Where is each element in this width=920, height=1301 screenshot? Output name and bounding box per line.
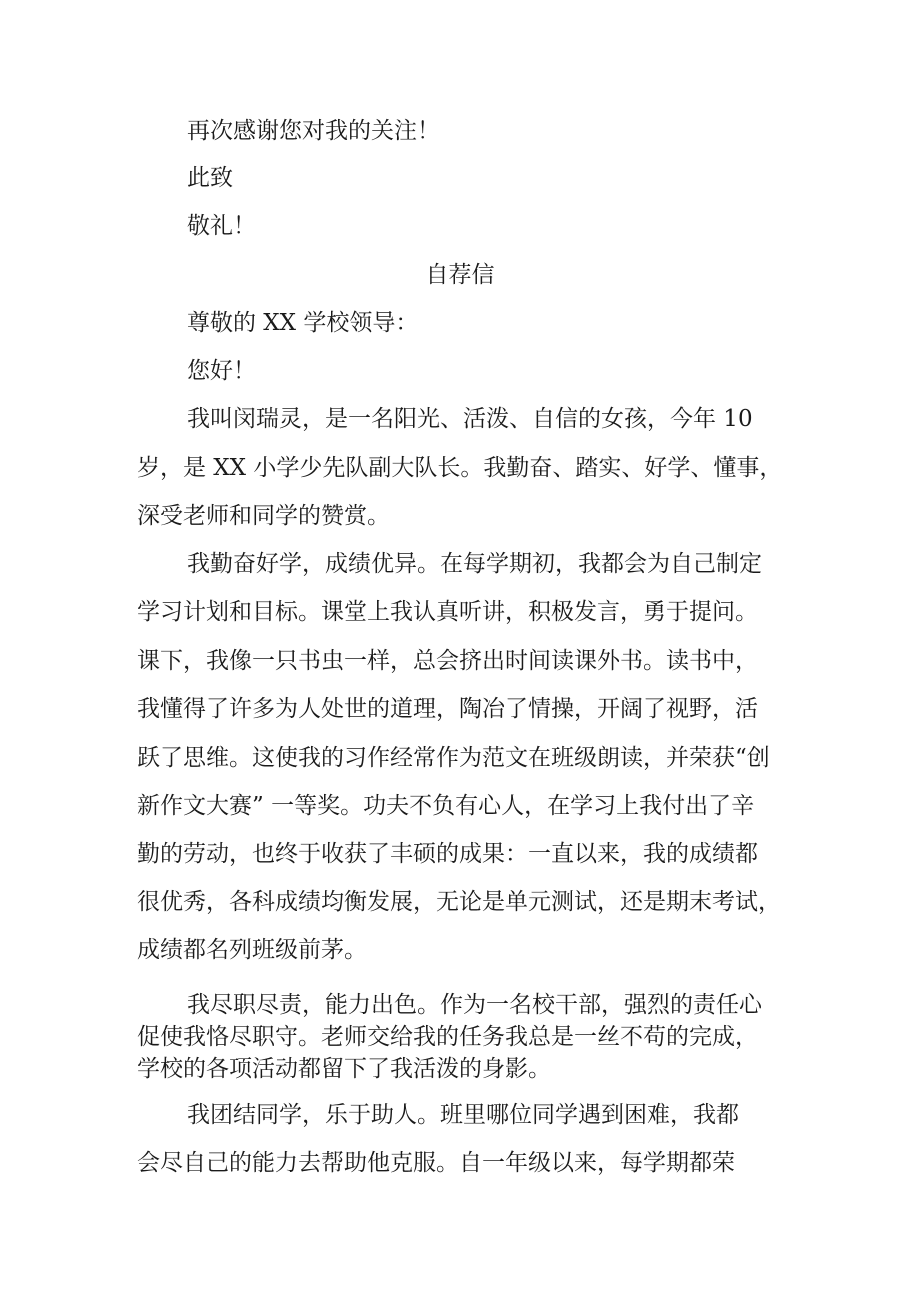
paragraph-line: 深受老师和同学的赞赏。: [137, 503, 390, 529]
paragraph-line: 新作文大赛” 一等奖。功夫不负有心人，在学习上我付出了辛: [137, 793, 755, 819]
paragraph-line: 会尽自己的能力去帮助他克服。自一年级以来，每学期都荣: [137, 1150, 735, 1176]
closing-thanks: 再次感谢您对我的关注！: [187, 118, 440, 144]
letter-greeting: 您好！: [187, 358, 256, 384]
paragraph-line: 勤的劳动，也终于收获了丰硕的成果：一直以来，我的成绩都: [137, 841, 758, 867]
closing-jingli: 敬礼！: [187, 213, 256, 239]
paragraph-line: 岁，是 XX 小学少先队副大队长。我勤奋、踏实、好学、懂事，: [137, 455, 783, 481]
paragraph-line: 我勤奋好学，成绩优异。在每学期初，我都会为自己制定: [187, 551, 762, 577]
paragraph-line: 很优秀，各科成绩均衡发展，无论是单元测试，还是期末考试，: [137, 889, 781, 915]
paragraph-line: 课下，我像一只书虫一样，总会挤出时间读课外书。读书中，: [137, 648, 758, 674]
paragraph-line: 我团结同学，乐于助人。班里哪位同学遇到困难，我都: [187, 1102, 739, 1128]
paragraph-line: 学校的各项活动都留下了我活泼的身影。: [137, 1056, 551, 1082]
paragraph-line: 我懂得了许多为人处世的道理，陶冶了情操，开阔了视野，活: [137, 696, 758, 722]
paragraph-line: 促使我恪尽职守。老师交给我的任务我总是一丝不苟的完成，: [137, 1024, 758, 1050]
paragraph-line: 我叫闵瑞灵，是一名阳光、活泼、自信的女孩，今年 10: [187, 406, 753, 432]
paragraph-line: 我尽职尽责，能力出色。作为一名校干部，强烈的责任心: [187, 992, 762, 1018]
letter-salutation: 尊敬的 XX 学校领导：: [187, 310, 419, 336]
letter-title: 自荐信: [425, 262, 495, 288]
closing-cizhi: 此致: [187, 165, 233, 191]
paragraph-line: 跃了思维。这使我的习作经常作为范文在班级朗读，并荣获“创: [137, 745, 770, 771]
paragraph-line: 学习计划和目标。课堂上我认真听讲，积极发言，勇于提问。: [137, 599, 758, 625]
paragraph-line: 成绩都名列班级前茅。: [137, 937, 367, 963]
